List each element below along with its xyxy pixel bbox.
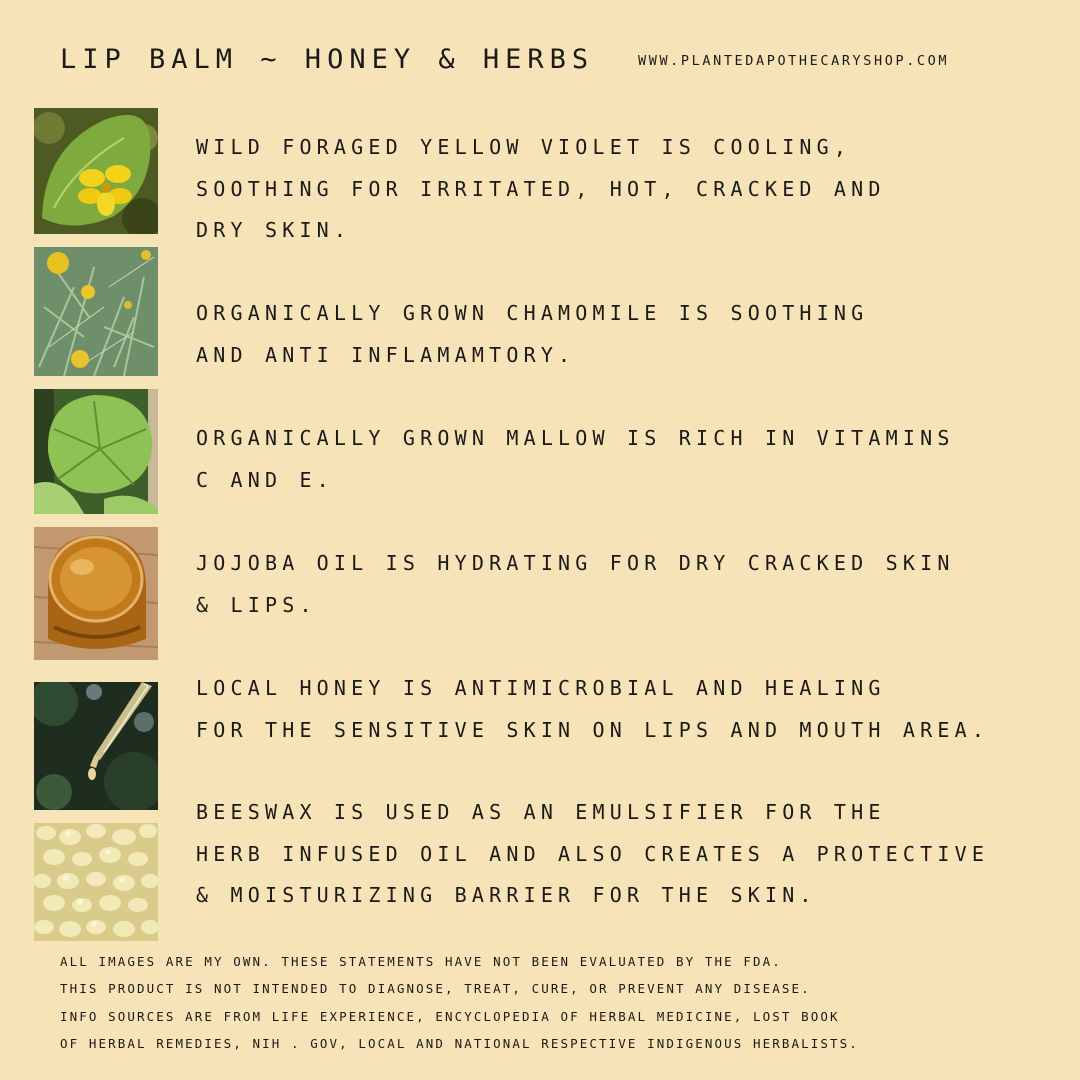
- jojoba-description: [196, 543, 955, 626]
- oil-dropper-photo: [34, 682, 158, 810]
- description-line: SOOTHING FOR IRRITATED, HOT, CRACKED AND: [196, 176, 886, 201]
- description-line: & LIPS.: [196, 592, 317, 617]
- description-line: LOCAL HONEY IS ANTIMICROBIAL AND HEALING: [196, 676, 886, 700]
- disclaimer: [60, 948, 859, 1057]
- chamomile-description: [196, 293, 868, 376]
- yellow-violet-flower-photo: [34, 108, 158, 234]
- disclaimer-line: ALL IMAGES ARE MY OWN. THESE STATEMENTS HAVE NOT BEEN EVALUATED BY THE FDA.: [60, 954, 782, 969]
- disclaimer-line: THIS PRODUCT IS NOT INTENDED TO DIAGNOSE, TREAT, CURE, OR PREVENT ANY DISEASE.: [60, 981, 811, 997]
- description-line: & MOISTURIZING BARRIER FOR THE SKIN.: [196, 883, 817, 907]
- beeswax-description: [196, 792, 989, 917]
- beeswax-pellets-photo: [34, 823, 158, 941]
- description-line: HERB INFUSED OIL AND ALSO CREATES A PROTECTIVE: [196, 841, 990, 866]
- honey-jar-photo: [34, 527, 158, 660]
- mallow-description: [196, 418, 955, 501]
- yellow-violet-description: [196, 127, 886, 252]
- description-line: DRY SKIN.: [196, 218, 352, 242]
- page-title: LIP BALM ~ HONEY & HERBS: [60, 44, 595, 75]
- description-line: WILD FORAGED YELLOW VIOLET IS COOLING,: [196, 135, 852, 159]
- disclaimer-line: INFO SOURCES ARE FROM LIFE EXPERIENCE, ENCYCLOPEDIA OF HERBAL MEDICINE, LOST BOOK: [60, 1008, 840, 1024]
- description-line: AND ANTI INFLAMAMTORY.: [196, 342, 576, 367]
- description-line: ORGANICALLY GROWN CHAMOMILE IS SOOTHING: [196, 301, 869, 325]
- description-line: ORGANICALLY GROWN MALLOW IS RICH IN VITAMINS: [196, 426, 955, 450]
- chamomile-plant-photo: [34, 247, 158, 376]
- description-line: FOR THE SENSITIVE SKIN ON LIPS AND MOUTH AREA.: [196, 717, 990, 742]
- disclaimer-line: OF HERBAL REMEDIES, NIH . GOV, LOCAL AND NATIONAL RESPECTIVE INDIGENOUS HERBALISTS.: [60, 1035, 859, 1051]
- mallow-leaf-photo: [34, 389, 158, 514]
- description-line: JOJOBA OIL IS HYDRATING FOR DRY CRACKED SKIN: [196, 551, 955, 575]
- description-line: BEESWAX IS USED AS AN EMULSIFIER FOR THE: [196, 800, 886, 824]
- description-line: C AND E.: [196, 467, 334, 492]
- honey-description: [196, 668, 989, 751]
- website-url[interactable]: WWW.PLANTEDAPOTHECARYSHOP.COM: [638, 53, 950, 69]
